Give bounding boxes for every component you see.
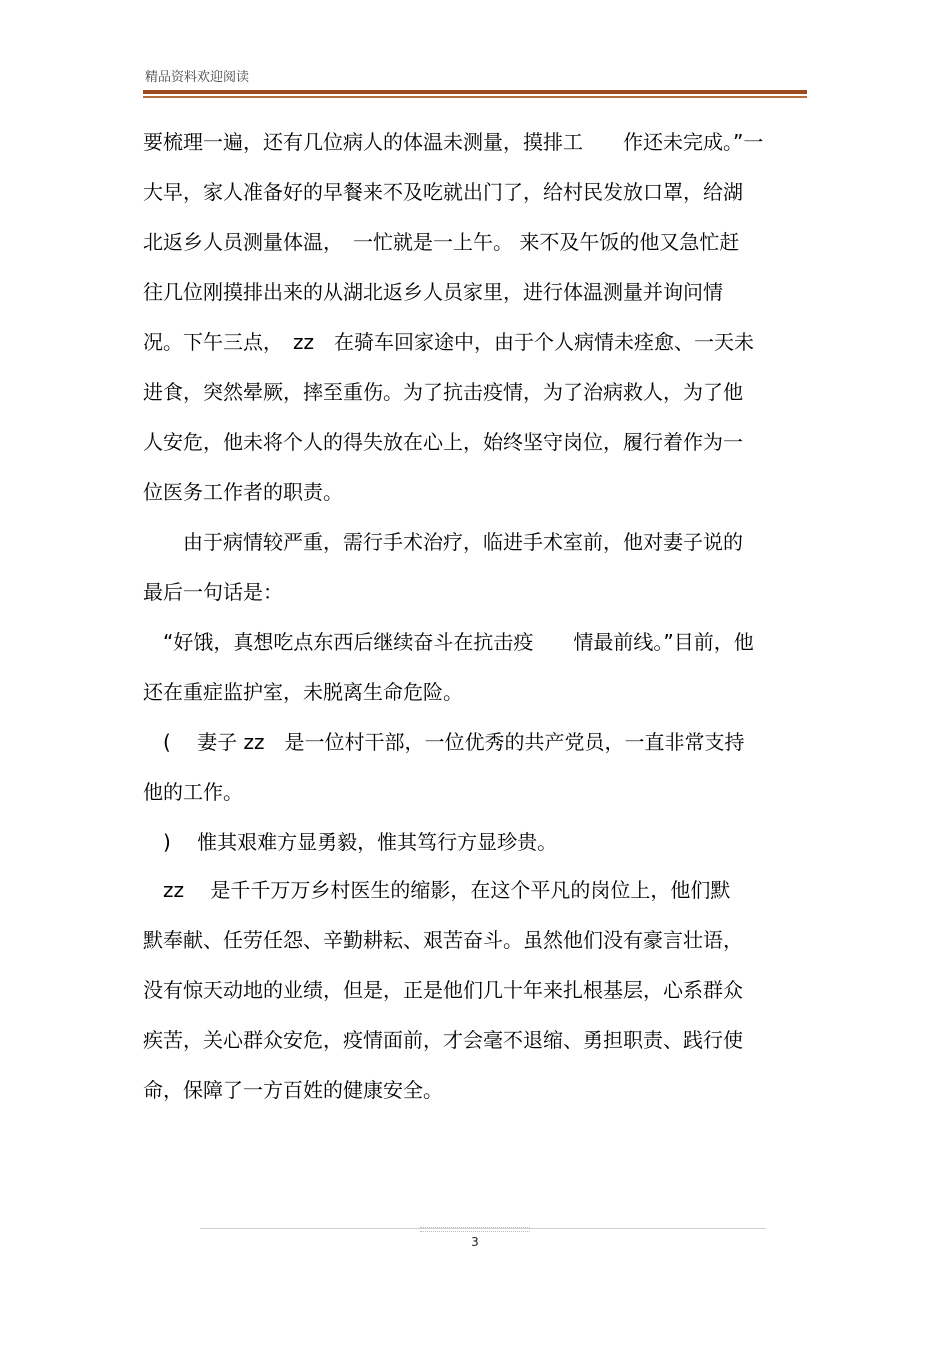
text-line: ) 惟其艰难方显勇毅，惟其笃行方显珍贵。	[143, 830, 558, 854]
page-number: 3	[471, 1235, 479, 1249]
text-line: 往几位刚摸排出来的从湖北返乡人员家里，进行体温测量并询问情	[143, 280, 723, 304]
text-line: 位医务工作者的职责。	[143, 480, 343, 504]
text-line: 进食，突然晕厥，摔至重伤。为了抗击疫情，为了治病救人，为了他	[143, 380, 743, 404]
header-rule-thin	[143, 96, 807, 98]
text-line: 由于病情较严重，需行手术治疗，临进手术室前，他对妻子说的	[143, 530, 743, 554]
text-line: 命，保障了一方百姓的健康安全。	[143, 1078, 443, 1102]
page-header-text: 精品资料欢迎阅读	[145, 70, 250, 85]
header-rule-thick	[143, 90, 807, 94]
text-line: 况。下午三点， zz 在骑车回家途中，由于个人病情未痊愈、一天未	[143, 330, 754, 354]
footer-rule-ornament	[420, 1227, 530, 1232]
text-line: zz 是千千万万乡村医生的缩影，在这个平凡的岗位上，他们默	[143, 878, 731, 902]
text-line: 北返乡人员测量体温， 一忙就是一上午。 来不及午饭的他又急忙赶	[143, 230, 740, 254]
text-line: 疾苦，关心群众安危，疫情面前，才会毫不退缩、勇担职责、践行使	[143, 1028, 743, 1052]
text-line: 最后一句话是：	[143, 580, 283, 604]
text-line: 人安危，他未将个人的得失放在心上，始终坚守岗位，履行着作为一	[143, 430, 743, 454]
text-line: 还在重症监护室，未脱离生命危险。	[143, 680, 463, 704]
text-line: 大早，家人准备好的早餐来不及吃就出门了，给村民发放口罩，给湖	[143, 180, 743, 204]
text-line: “好饿，真想吃点东西后继续奋斗在抗击疫 情最前线。”目前，他	[143, 630, 754, 654]
text-line: 要梳理一遍，还有几位病人的体温未测量，摸排工 作还未完成。”一	[143, 130, 764, 154]
text-line: 没有惊天动地的业绩，但是，正是他们几十年来扎根基层，心系群众	[143, 978, 743, 1002]
text-line: 默奉献、任劳任怨、辛勤耕耘、艰苦奋斗。虽然他们没有豪言壮语，	[143, 928, 743, 952]
text-line: 他的工作。	[143, 780, 243, 804]
text-line: ( 妻子 zz 是一位村干部，一位优秀的共产党员，一直非常支持	[143, 730, 745, 754]
